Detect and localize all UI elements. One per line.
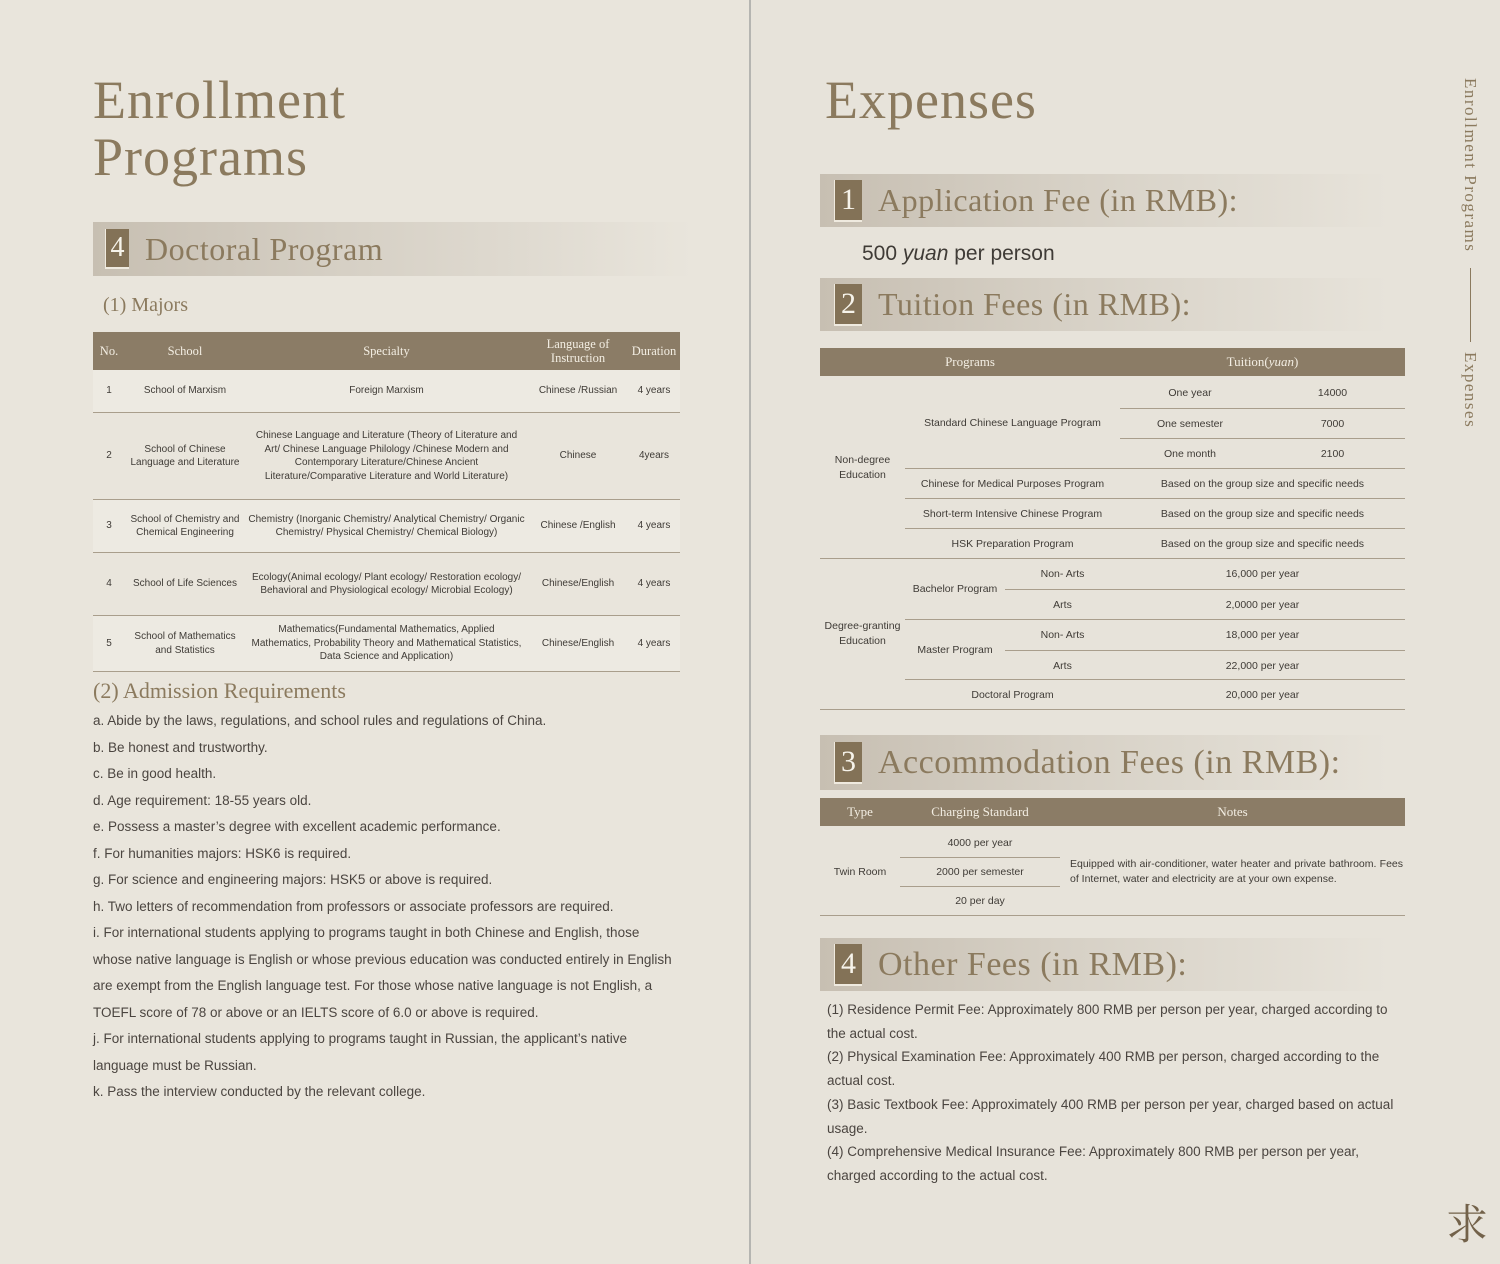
room-type: Twin Room — [833, 865, 887, 878]
left-page-title-line1: Enrollment — [93, 70, 346, 130]
option-category: Arts — [1053, 659, 1072, 672]
tuition-option-row — [1005, 559, 1405, 589]
col-header-programs: Programs — [945, 354, 995, 369]
cell-no: 2 — [106, 450, 112, 462]
page-divider — [749, 0, 751, 1264]
list-item: (1) Residence Permit Fee: Approximately 800 RMB per person per year, charged according to the actual cost. — [827, 1002, 1388, 1041]
tuition-program-row — [905, 528, 1405, 558]
right-page-title: Expenses — [825, 70, 1037, 130]
left-page-title-line2: Programs — [93, 127, 308, 187]
cell-school: School of Life Sciences — [133, 578, 237, 590]
cell-language: Chinese /Russian — [538, 385, 618, 397]
tuition-option-row — [1120, 438, 1405, 468]
cell-duration: 4years — [638, 450, 669, 462]
program-name: Chinese for Medical Purposes Program — [920, 477, 1105, 490]
majors-table — [93, 332, 680, 672]
program-name: Doctoral Program — [971, 688, 1054, 701]
cell-duration: 4 years — [637, 385, 671, 397]
program-price: Based on the group size and specific needs — [1160, 477, 1365, 490]
cell-specialty: Chinese Language and Literature (Theory of Literature and Art/ Chinese Language Philology /Chinese Modern and Contemporary Literature/Chinese Ancient Literature/Comparative Literature and World Literature) — [255, 430, 518, 482]
list-item: (3) Basic Textbook Fee: Approximately 400 RMB per person per year, charged based on actual usage. — [827, 1096, 1394, 1136]
table-row — [93, 500, 680, 553]
list-item: (2) Physical Examination Fee: Approximately 400 RMB per person, charged according to the actual cost. — [827, 1049, 1380, 1089]
tuition-option-row — [1120, 378, 1405, 408]
section-application-fee — [820, 174, 1420, 227]
section-title: Accommodation Fees (in RMB): — [878, 743, 1341, 781]
cell-duration: 4 years — [637, 637, 671, 649]
accommodation-table — [820, 798, 1405, 916]
tuition-table-body — [820, 378, 1405, 710]
charge-row: 20 per day — [900, 886, 1060, 915]
option-price: 2100 — [1320, 447, 1345, 460]
program-name: Standard Chinese Language Program — [924, 417, 1101, 429]
table-row — [93, 370, 680, 413]
option-category: Arts — [1053, 598, 1072, 611]
list-item: d. Age requirement: 18-55 years old. — [93, 792, 312, 808]
fee-suffix: per person — [948, 242, 1055, 265]
cell-language: Chinese/English — [541, 637, 615, 649]
cell-no: 4 — [106, 578, 112, 590]
list-item: g. For science and engineering majors: HSK5 or above is required. — [93, 872, 493, 887]
group-non-degree: Non-degree Education — [834, 454, 891, 481]
list-item: k. Pass the interview conducted by the relevant college. — [93, 1084, 426, 1099]
col-header-duration: Duration — [631, 344, 677, 358]
charge-row: 2000 per semester — [900, 857, 1060, 886]
fee-unit: yuan — [902, 242, 949, 265]
option-price: 7000 — [1320, 417, 1345, 430]
section-title: Tuition Fees (in RMB): — [878, 286, 1191, 322]
section-number-badge: 4 — [834, 944, 862, 986]
list-item: b. Be honest and trustworthy. — [93, 739, 268, 755]
option-category: Non- Arts — [1040, 568, 1085, 580]
list-item: e. Possess a master’s degree with excellent academic performance. — [93, 819, 501, 834]
list-item: c. Be in good health. — [93, 766, 217, 781]
list-item: a. Abide by the laws, regulations, and school rules and regulations of China. — [93, 713, 547, 728]
program-price: 20,000 per year — [1225, 688, 1300, 701]
table-row — [93, 413, 680, 500]
cell-specialty: Foreign Marxism — [349, 385, 424, 397]
table-row — [93, 553, 680, 616]
cell-language: Chinese/English — [541, 578, 615, 590]
section-title: Application Fee (in RMB): — [878, 182, 1239, 218]
option-category: Non- Arts — [1040, 629, 1085, 641]
col-header-tuition: Tuition( yuan ) — [1226, 354, 1299, 369]
cell-school: School of Marxism — [143, 385, 227, 397]
list-item: i. For international students applying to programs taught in both Chinese and English, those whose native language is English or whose previous education was conducted entirely in English are exempt from the English language test. For those whose native language is not English, a TOEFL score of 78 or above or an IELTS score of 6.0 or above is required. — [93, 925, 672, 1020]
majors-heading: (1) Majors — [103, 294, 188, 316]
section-accommodation-fees — [820, 735, 1420, 790]
calligraphy-seal-character: 求 — [1446, 1200, 1489, 1249]
option-price: 16,000 per year — [1225, 568, 1300, 580]
col-header-specialty: Specialty — [363, 344, 410, 358]
section-number-badge: 3 — [834, 742, 862, 784]
table-row — [93, 616, 680, 672]
doctoral-program-row — [905, 679, 1405, 709]
option-period: One semester — [1157, 417, 1223, 430]
cell-school: School of Chemistry and Chemical Engineering — [130, 513, 240, 538]
option-price: 2,0000 per year — [1225, 598, 1300, 611]
tuition-option-row — [1005, 589, 1405, 619]
cell-specialty: Chemistry (Inorganic Chemistry/ Analytical Chemistry/ Organic Chemistry/ Physical Chemistry/ Chemical Biology) — [248, 513, 525, 538]
cell-duration: 4 years — [637, 578, 671, 590]
col-header-school: School — [167, 344, 203, 358]
section-title: Other Fees (in RMB): — [878, 945, 1188, 983]
sidebar-divider-line — [1470, 268, 1471, 342]
cell-specialty: Mathematics(Fundamental Mathematics, Applied Mathematics, Probability Theory and Mathematical Statistics, Data Science and Application) — [251, 624, 522, 663]
other-fees-list — [827, 998, 1407, 1188]
left-page-title — [93, 72, 346, 186]
list-item: j. For international students applying to programs taught in Russian, the applicant’s native language must be Russian. — [93, 1031, 628, 1073]
tuition-option-row — [1120, 408, 1405, 438]
cell-no: 1 — [106, 385, 112, 397]
option-price: 18,000 per year — [1225, 629, 1300, 641]
tuition-program-row — [905, 468, 1405, 498]
section-doctoral-program — [93, 222, 725, 276]
majors-table-header — [93, 332, 680, 370]
program-price: Based on the group size and specific needs — [1160, 507, 1365, 520]
admission-requirements-list — [93, 708, 678, 1106]
cell-no: 5 — [106, 637, 112, 649]
list-item: f. For humanities majors: HSK6 is required. — [93, 845, 352, 861]
option-period: One month — [1164, 447, 1216, 460]
program-name: Short-term Intensive Chinese Program — [922, 507, 1103, 520]
cell-duration: 4 years — [637, 520, 671, 532]
cell-school: School of Chinese Language and Literature — [130, 443, 240, 468]
option-period: One year — [1168, 387, 1212, 399]
list-item: (4) Comprehensive Medical Insurance Fee: Approximately 800 RMB per person per year, charged according to the actual cost. — [827, 1144, 1360, 1183]
standard-chinese-program-rows — [905, 378, 1405, 468]
sidebar-label-enrollment-programs: Enrollment Programs — [1461, 78, 1480, 253]
tuition-table-header — [820, 348, 1405, 376]
accommodation-notes: Equipped with air-conditioner, water heater and private bathroom. Fees of Internet, water and electricity are at your own expense. — [1070, 857, 1403, 885]
group-degree-granting: Degree-granting Education — [820, 558, 905, 708]
application-fee-value — [862, 242, 1055, 266]
section-number-badge: 4 — [105, 229, 129, 269]
sidebar-label-expenses: Expenses — [1461, 352, 1480, 429]
program-name: HSK Preparation Program — [951, 537, 1074, 550]
list-item: h. Two letters of recommendation from professors or associate professors are required. — [93, 898, 614, 914]
col-header-charging-standard: Charging Standard — [931, 804, 1029, 819]
charge-row: 4000 per year — [947, 836, 1013, 849]
tuition-program-row — [905, 498, 1405, 528]
option-price: 14000 — [1317, 387, 1348, 399]
accommodation-table-header — [820, 798, 1405, 826]
cell-language: Chinese /English — [540, 520, 616, 532]
program-price: Based on the group size and specific needs — [1160, 537, 1365, 550]
section-other-fees — [820, 938, 1420, 991]
bachelor-program-rows — [905, 559, 1405, 619]
tuition-option-row — [1005, 650, 1405, 680]
cell-school: School of Mathematics and Statistics — [134, 631, 236, 656]
cell-language: Chinese — [559, 450, 597, 462]
program-name: Master Program — [917, 643, 993, 656]
accommodation-table-body — [820, 828, 1405, 916]
tuition-option-row — [1005, 620, 1405, 650]
master-program-rows — [905, 619, 1405, 679]
section-number-badge: 2 — [834, 284, 862, 326]
col-header-no: No. — [99, 344, 119, 358]
degree-granting-rows — [905, 558, 1405, 709]
program-name: Bachelor Program — [912, 583, 998, 595]
option-price: 22,000 per year — [1225, 659, 1300, 672]
admission-heading: (2) Admission Requirements — [93, 678, 346, 703]
tuition-table — [820, 348, 1405, 710]
col-header-language: Language of Instruction — [546, 337, 610, 365]
section-tuition-fees — [820, 278, 1420, 331]
fee-amount: 500 — [862, 242, 903, 265]
cell-no: 3 — [106, 520, 112, 532]
section-title: Doctoral Program — [145, 230, 384, 267]
col-header-notes: Notes — [1217, 804, 1248, 819]
col-header-type: Type — [847, 804, 873, 819]
cell-specialty: Ecology(Animal ecology/ Plant ecology/ Restoration ecology/ Behavioral and Physiological ecology/ Microbial Ecology) — [251, 571, 522, 596]
section-number-badge: 1 — [834, 180, 862, 222]
